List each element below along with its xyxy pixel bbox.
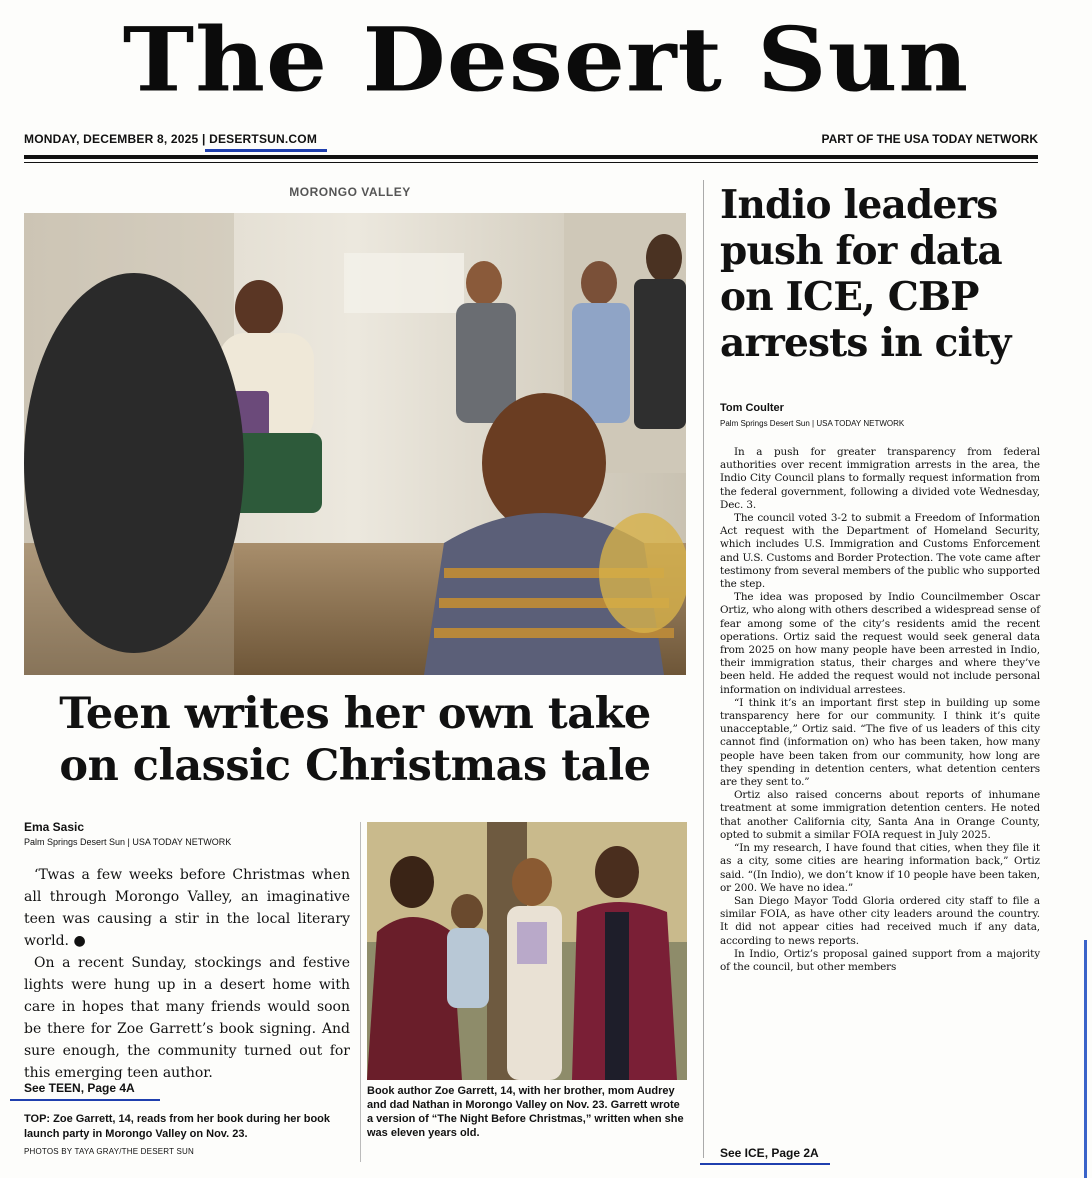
paragraph: “In my research, I have found that cities, when they file it as a city, some cities are hearing information back,” Ortiz said. “(In Indio), we don’t know if 10 people have been taken, or 200. We have no idea.” [720,842,1040,894]
paragraph: The council voted 3-2 to submit a Freedom of Information Act request with the Department of Homeland Security, which includes U.S. Immigration and Customs Enforcement and U.S. Customs and Border Protection. The vote came after testimony from several members of the public who supported the step. [720,512,1040,591]
paragraph: Ortiz also raised concerns about reports of inhumane treatment at some immigration detention centers. He noted that another California city, Santa Ana in Orange County, opted to submit a similar FOIA request in July 2025. [720,789,1040,841]
right-headline-line: push for data [720,228,1002,274]
see-teen-underline [10,1099,160,1101]
main-photo-illustration [24,213,686,675]
right-headline-line: arrests in city [720,320,1011,366]
main-photo [24,213,686,675]
family-photo-illustration [367,822,687,1080]
left-headline-line: Teen writes her own take [59,689,651,739]
site-link[interactable]: DESERTSUN.COM [209,132,318,146]
issue-date: MONDAY, DECEMBER 8, 2025 [24,132,199,146]
masthead-rule-thin [24,162,1038,163]
dateline-separator: | [201,132,206,146]
right-byline-org: Palm Springs Desert Sun | USA TODAY NETWORK [720,419,905,428]
left-story-body [24,864,350,1084]
paragraph: “I think it’s an important first step in building up some transparency here for our community. I think it’s quite unacceptable,” Ortiz said. “The five of us leaders of this city cannot find (information on) who has been taken, how many people have been taken from our community, how long are they spending in detention centers, what detention centers are they sent to.” [720,696,1040,789]
right-headline [720,182,1040,366]
left-byline-org: Palm Springs Desert Sun | USA TODAY NETWORK [24,837,232,847]
masthead-title: The Desert Sun [122,7,970,112]
family-photo-caption: Book author Zoe Garrett, 14, with her brother, mom Audrey and dad Nathan in Morongo Valley on Nov. 23. Garrett wrote a version of “The Night Before Christmas,” written when she was eleven years old. [367,1085,684,1139]
left-byline-name: Ema Sasic [24,820,85,834]
see-ice-link[interactable]: See ICE, Page 2A [720,1146,819,1160]
paragraph: On a recent Sunday, stockings and festive lights were hung up in a desert home with care in hopes that many friends would soon be there for Zoe Garrett’s book signing. And sure enough, the community turned out for this emerging teen author. [24,955,350,1081]
see-ice-underline [700,1163,830,1165]
paragraph: The idea was proposed by Indio Councilmember Oscar Ortiz, who along with others described a widespread sense of fear among some of the city’s residents amid the recent operations. Ortiz said the request would seek general data from 2025 on how many people have been arrested in Indio, their immigration status, their charges and where they’ve been held. He added the request would not include personal information on individual arrestees. [720,591,1040,696]
family-photo [367,822,687,1080]
left-headline-line: on classic Christmas tale [59,741,651,791]
story-kicker: MORONGO VALLEY [289,185,411,199]
paragraph: In Indio, Ortiz’s proposal gained support from a majority of the council, but other members [720,947,1040,973]
edge-accent [1084,940,1087,1178]
right-byline-name: Tom Coulter [720,402,784,414]
network-label: PART OF THE USA TODAY NETWORK [821,132,1038,146]
left-headline [24,688,686,792]
column-divider [360,822,361,1162]
site-link-underline [205,149,327,152]
paragraph: In a push for greater transparency from federal authorities over recent immigration arrests in the area, the Indio City Council plans to formally request information from the federal government, following a divided vote Wednesday, Dec. 3. [720,446,1040,511]
paragraph: ‘Twas a few weeks before Christmas when all through Morongo Valley, an imaginative teen was causing a stir in the local literary world. ● [24,867,350,949]
right-headline-line: on ICE, CBP [720,274,979,320]
right-story-body [720,446,1040,974]
see-teen-link[interactable]: See TEEN, Page 4A [24,1081,135,1095]
paragraph: San Diego Mayor Todd Gloria ordered city staff to file a similar FOIA, as have other city leaders around the country. It did not appear cities had received much if any data, according to news reports. [720,894,1040,947]
dateline [24,132,317,146]
top-photo-caption: TOP: Zoe Garrett, 14, reads from her book during her book launch party in Morongo Valley on Nov. 23. [24,1113,331,1140]
right-headline-line: Indio leaders [720,182,998,228]
column-rule [703,180,704,1158]
masthead-rule [24,155,1038,159]
photo-credit: PHOTOS BY TAYA GRAY/THE DESERT SUN [24,1147,194,1156]
